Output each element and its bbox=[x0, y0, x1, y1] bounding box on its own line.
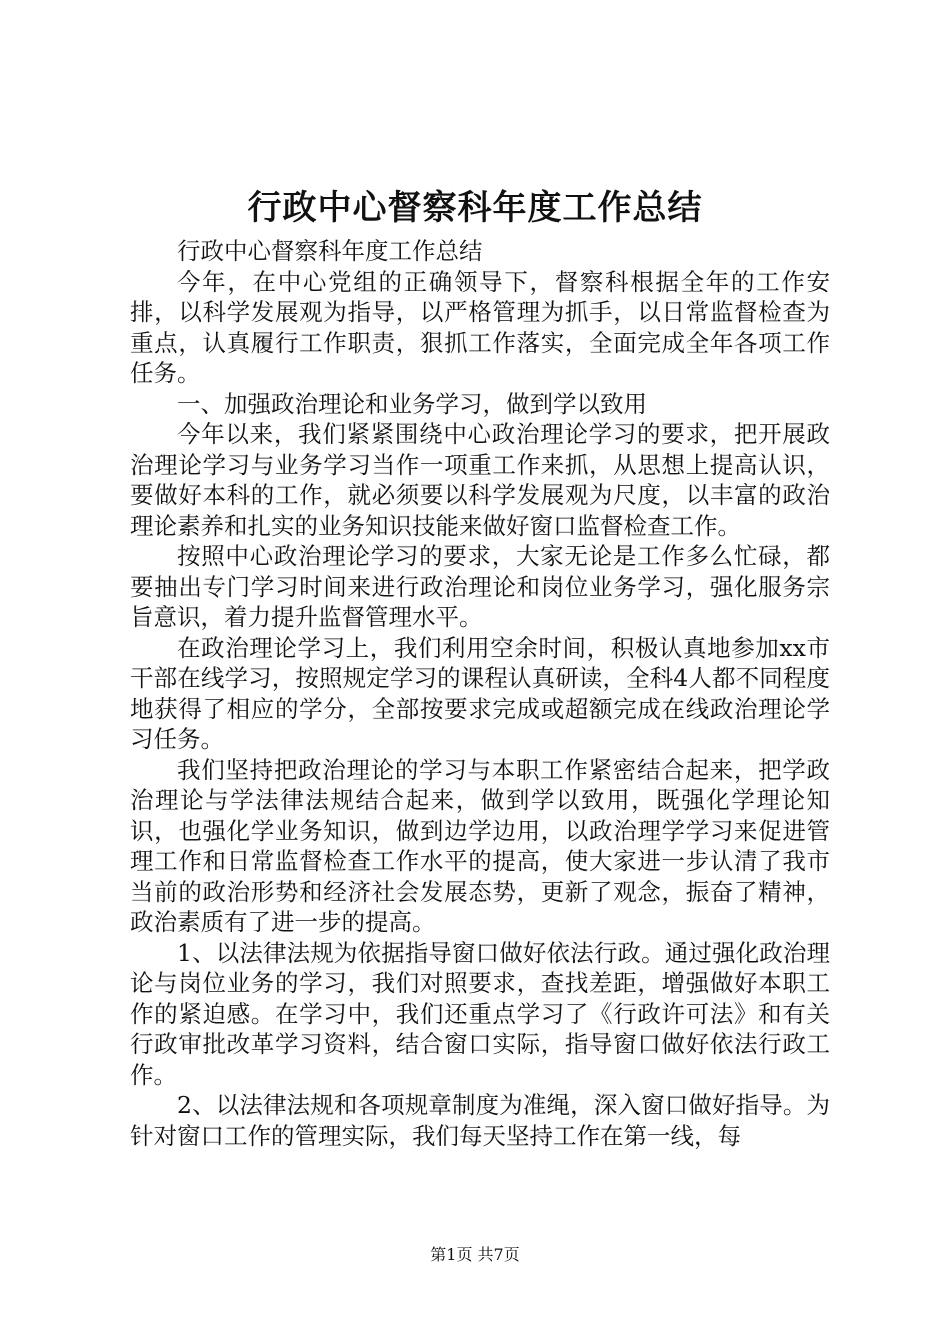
document-title: 行政中心督察科年度工作总结 bbox=[247, 188, 703, 228]
paragraph: 今年以来，我们紧紧围绕中心政治理论学习的要求，把开展政治理论学习与业务学习当作一项重工作来抓，从思想上提高认识，要做好本科的工作，就必须要以科学发展观为尺度，以丰富的政治理论素养和扎实的业务知识技能来做好窗口监督检查工作。 bbox=[130, 420, 830, 540]
paragraph: 按照中心政治理论学习的要求，大家无论是工作多么忙碌，都要抽出专门学习时间来进行政治理论和岗位业务学习，强化服务宗旨意识，着力提升监督管理水平。 bbox=[130, 542, 830, 631]
section-heading-1: 一、加强政治理论和业务学习，做到学以致用 bbox=[177, 389, 647, 418]
document-body bbox=[130, 236, 830, 1151]
page-footer: 第1页 共7页 bbox=[430, 1245, 520, 1264]
paragraph-intro: 今年，在中心党组的正确领导下，督察科根据全年的工作安排，以科学发展观为指导，以严格管理为抓手，以日常监督检查为重点，认真履行工作职责，狠抓工作落实，全面完成全年各项工作任务。 bbox=[130, 267, 830, 387]
paragraph: 我们坚持把政治理论的学习与本职工作紧密结合起来，把学政治理论与学法律法规结合起来，做到学以致用，既强化学理论知识，也强化学业务知识，做到边学边用，以政治理学学习来促进管理工作和日常监督检查工作水平的提高，使大家进一步认清了我市当前的政治形势和经济社会发展态势，更新了观念，振奋了精神，政治素质有了进一步的提高。 bbox=[130, 755, 830, 936]
paragraph-item-2: 2、以法律法规和各项规章制度为准绳，深入窗口做好指导。为针对窗口工作的管理实际，我们每天坚持工作在第一线，每 bbox=[130, 1091, 830, 1150]
paragraph-heading-repeat: 行政中心督察科年度工作总结 bbox=[177, 237, 483, 265]
paragraph-item-1: 1、以法律法规为依据指导窗口做好依法行政。通过强化政治理论与岗位业务的学习，我们对照要求，查找差距，增强做好本职工作的紧迫感。在学习中，我们还重点学习了《行政许可法》和有关行政审批改革学习资料，结合窗口实际，指导窗口做好依法行政工作。 bbox=[130, 938, 830, 1089]
paragraph: 在政治理论学习上，我们利用空余时间，积极认真地参加xx市干部在线学习，按照规定学习的课程认真研读，全科4人都不同程度地获得了相应的学分，全部按要求完成或超额完成在线政治理论学习任务。 bbox=[130, 633, 830, 753]
